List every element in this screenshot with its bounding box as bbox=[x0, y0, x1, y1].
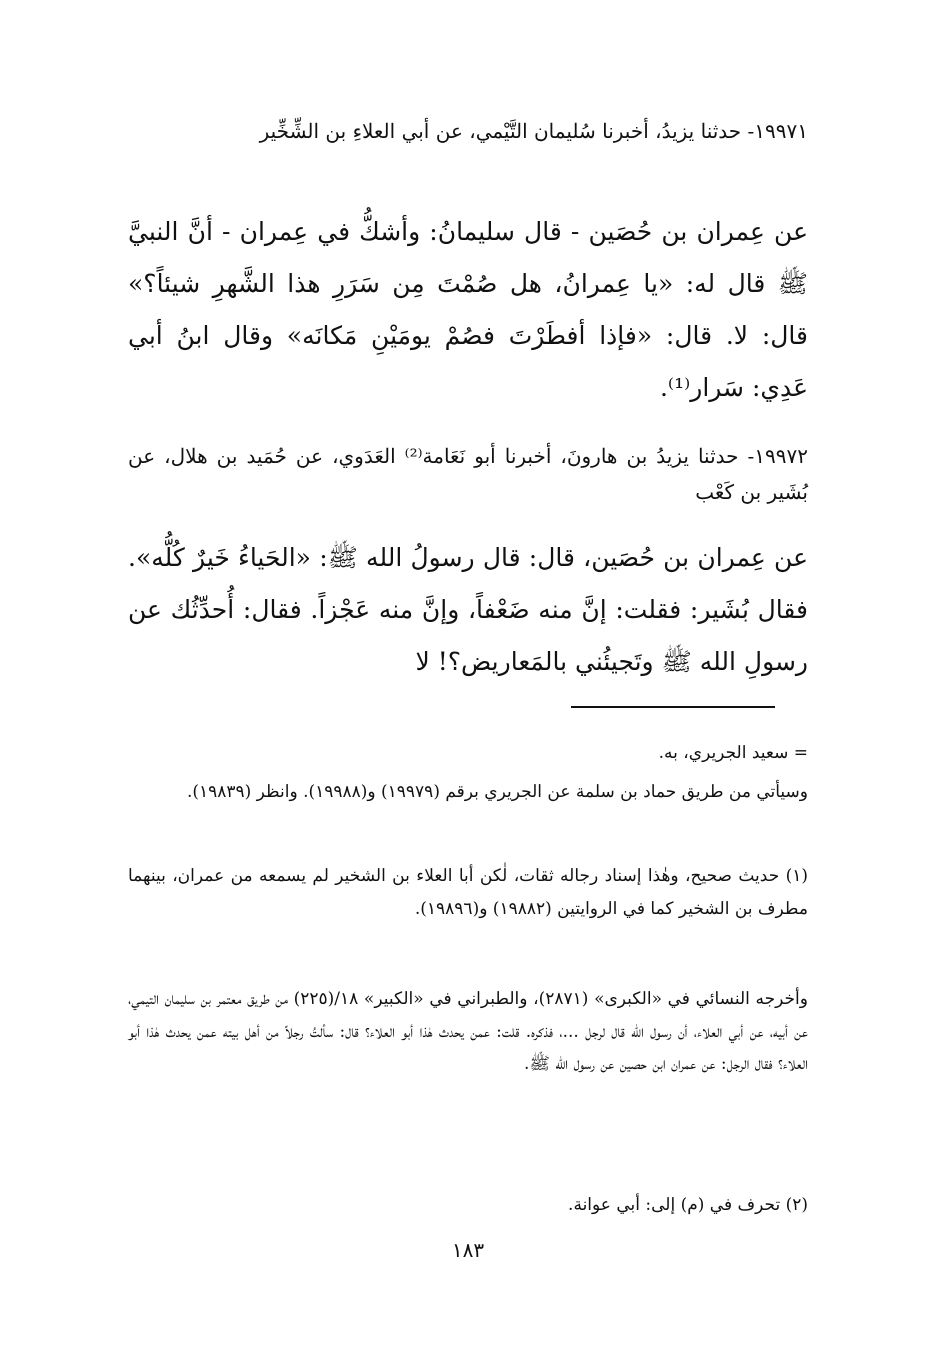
footnote-continuation-ref: وسيأتي من طريق حماد بن سلمة عن الجريري برقم (١٩٩٧٩) و(١٩٩٨٨). وانظر (١٩٨٣٩). bbox=[186, 782, 808, 802]
page-number: ١٨٣ bbox=[451, 1238, 485, 1262]
hadith-19971-isnad: ١٩٩٧١- حدثنا يزيدُ، أخبرنا سُليمان التَّيْمي، عن أبي العلاءِ بن الشِّخِّير bbox=[259, 119, 808, 143]
footnote-1: (١) حديث صحيح، وهٰذا إسناد رجاله ثقات، لٰكن أبا العلاء بن الشخير لم يسمعه من عمران، بينهما مطرف بن الشخير كما في الروايتين (١٩٨٨٢) و(١٩٨٩٦). bbox=[128, 866, 808, 919]
hadith-19972-matn: عن عِمران بن حُصَين، قال: قال رسولُ الله ﷺ: «الحَياءُ خَيرٌ كُلُّه». فقال بُشَير: فقلت: إنَّ منه ضَعْفاً، وإنَّ منه عَجْزاً. فقال: أُحدِّثُك عن رسولِ الله ﷺ وتَجيئُني بالمَعاريض؟! لا bbox=[128, 543, 808, 676]
footnote-separator bbox=[571, 706, 775, 708]
hadith-19971-matn: عن عِمران بن حُصَين - قال سليمانُ: وأشكُّ في عِمران - أنَّ النبيَّ ﷺ قال له: «يا عِمرانُ، هل صُمْتَ مِن سَرَرِ هذا الشَّهرِ شيئاً؟» قال: لا. قال: «فإذا أفطَرْتَ فصُمْ يومَيْنِ مَكانَه» وقال ابنُ أبي عَدِي: سَرار⁽¹⁾. bbox=[128, 217, 808, 402]
footnote-continuation: = سعيد الجريري، به. bbox=[658, 743, 808, 763]
footnote-1-takhrij: وأخرجه النسائي في «الكبرى» (٢٨٧١)، والطبراني في «الكبير» ١٨/(٢٢٥) من طريق معتمر بن سليمان التيمي، عن أبيه، عن أبي العلاء، أن رسول الله قال لرجل ...، فذكره. قلت: عمن يحدث هٰذا أبو العلاء؟ قال: سألتُ رجلاً من أهل بيته عمن يحدث هٰذا أبو العلاء؟ فقال الرجل: عن عمران ابن حصين عن رسول الله ﷺ. bbox=[128, 989, 808, 1074]
hadith-19972-isnad: ١٩٩٧٢- حدثنا يزيدُ بن هارونَ، أخبرنا أبو نَعَامة⁽²⁾ العَدَوي، عن حُمَيد بن هلال، عن بُشَير بن كَعْب bbox=[128, 444, 808, 504]
footnote-2: (٢) تحرف في (م) إلى: أبي عوانة. bbox=[568, 1195, 808, 1215]
